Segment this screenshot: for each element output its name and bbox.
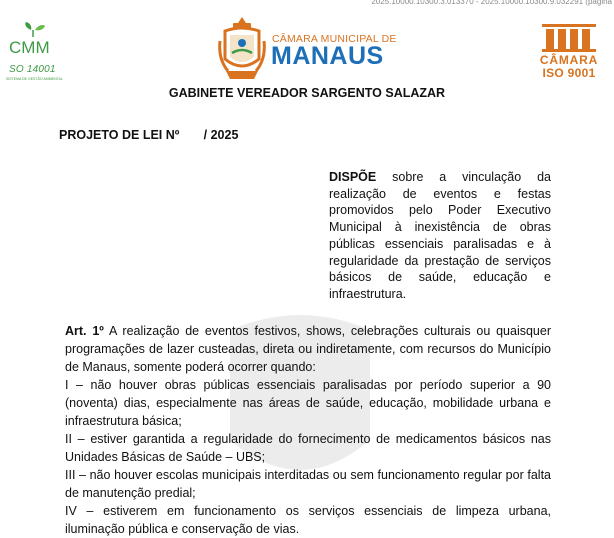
cmm-logo xyxy=(4,22,66,84)
summary-lead: DISPÕE xyxy=(329,170,377,184)
office-title: GABINETE VEREADOR SARGENTO SALAZAR xyxy=(168,86,446,100)
article-1-text: A realização de eventos festivos, shows, celebrações culturais ou quaisquer programações de lazer custeadas, direta ou indiretamente, com recursos do Município de Manaus, somente poderá ocorrer quando: xyxy=(65,324,551,374)
article-1-item-iv: IV – estiverem em funcionamento os serviços essenciais de limpeza urbana, iluminação pública e conservação de vias. xyxy=(65,504,551,536)
camara-iso-logo xyxy=(538,22,602,82)
bill-summary xyxy=(329,169,551,303)
article-1-item-iii: III – não houver escolas municipais interditadas ou sem funcionamento regular por falta de manutenção predial; xyxy=(65,468,551,500)
article-1 xyxy=(65,322,551,538)
camara-label: CÂMARA xyxy=(539,53,599,67)
iso-9001-label: ISO 9001 xyxy=(542,66,596,80)
manaus-wordmark: MANAUS xyxy=(271,42,384,70)
camara-municipal-label: CÂMARA MUNICIPAL DE xyxy=(272,33,397,45)
article-1-item-i: I – não houver obras públicas essenciais paralisadas por período superior a 90 (noventa) dias, especialmente nas áreas de saúde, educação, mobilidade urbana e infraestrutura básica; xyxy=(65,378,551,428)
manaus-crest-icon xyxy=(218,15,266,85)
article-1-item-ii: II – estiver garantida a regularidade do fornecimento de medicamentos básicos nas Unidades Básicas de Saúde – UBS; xyxy=(65,432,551,464)
camara-building-icon xyxy=(538,22,600,52)
article-1-caput xyxy=(65,322,551,376)
document-stamp: 2025.10000.10300.3.013370 - 2025.10000.10300.9.032291 (pagina xyxy=(371,0,612,6)
summary-text: sobre a vinculação da realização de eventos e festas promovidos pelo Poder Executivo Municipal à inexistência de obras públicas essenciais paralisadas e à regularidade da prestação de serviços básicos de saúde, educação e infraestrutura. xyxy=(329,170,551,301)
cmm-emblem-icon xyxy=(4,22,66,64)
cmm-tagline: SISTEMA DE GESTÃO AMBIENTAL xyxy=(6,77,63,81)
bill-title: PROJETO DE LEI Nº / 2025 xyxy=(59,128,239,142)
cmm-iso-label: SO 14001 xyxy=(9,64,56,75)
cmm-acronym: CMM xyxy=(9,38,50,57)
article-1-label: Art. 1º xyxy=(65,324,104,338)
